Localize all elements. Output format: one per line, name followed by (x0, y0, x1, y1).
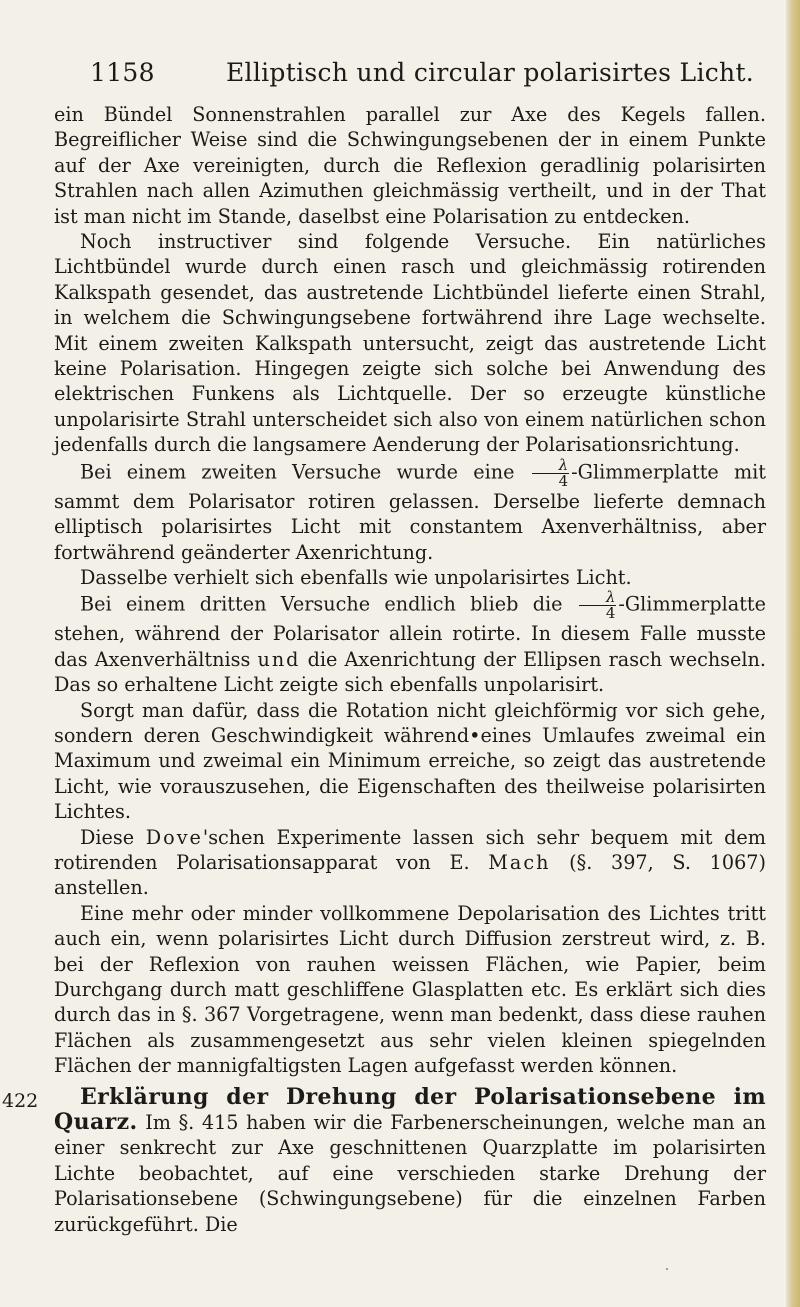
section-heading: Erklärung der Drehung der Polarisationsebene im Quarz. (54, 1083, 766, 1136)
section-number: 422 (2, 1089, 39, 1112)
paragraph-7-end: (§. 397, S. 1067) anstellen. (54, 850, 766, 900)
lambda-quarter-fraction-2 (579, 590, 617, 621)
paper-fleck (666, 1268, 668, 1270)
name-mach: Mach (488, 850, 551, 874)
name-dove: Dove (145, 825, 203, 849)
running-title: Elliptisch und circular polarisirtes Licht. (226, 58, 755, 87)
paragraph-7 (54, 825, 766, 901)
page-number: 1158 (90, 58, 155, 87)
lambda-quarter-fraction (532, 455, 570, 490)
page-edge (786, 0, 800, 1307)
paragraph-1: ein Bündel Sonnenstrahlen parallel zur Axe des Kegels fallen. Begreiflicher Weise sind die Schwingungsebenen der in einem Punkte auf der Axe vereinigten, durch die Reflexion geradlinig polarisirten Strahlen nach allen Azimuthen gleichmässig vertheilt, und in der That ist man nicht im Stande, daselbst eine Polarisation zu entdecken. (54, 103, 766, 228)
emphasis-und: und (257, 647, 301, 671)
paragraph-4: Dasselbe verhielt sich ebenfalls wie unpolarisirtes Licht. (80, 565, 632, 589)
paragraph-5-start: Bei einem dritten Versuche endlich blieb die (80, 592, 563, 616)
running-head (54, 58, 766, 102)
fraction-numerator: λ (579, 590, 617, 606)
body-text (2, 102, 766, 1237)
section-text: Im §. 415 haben wir die Farbenerscheinungen, welche man an einer senkrecht zur Axe geschnittenen Quarzplatte im polarisirten Lichte beobachtet, auf eine verschieden starke Drehung der Polarisationsebene (Schwingungsebene) für die einzelnen Farben zurückgeführt. Die (54, 1111, 766, 1236)
paragraph-8: Eine mehr oder minder vollkommene Depolarisation des Lichtes tritt auch ein, wenn polarisirtes Licht durch Diffusion zerstreut wird, z. B. bei der Reflexion von rauhen weissen Flächen, wie Papier, beim Durchgang durch matt geschliffene Glasplatten etc. Es erklärt sich dies durch das in §. 367 Vorgetragene, wenn man bedenkt, dass diese rauhen Flächen als zusammengesetzt aus sehr vielen kleinen spiegelnden Flächen der mannigfaltigsten Lagen aufgefasst werden können. (54, 901, 766, 1078)
paragraph-7-middle: 'schen Experimente lassen sich sehr bequem mit dem rotirenden Polarisationsapparat von E. (54, 825, 766, 874)
fraction-denominator: 4 (605, 604, 616, 623)
paragraph-3-start: Bei einem zweiten Versuche wurde eine (80, 460, 515, 484)
paragraph-5 (54, 590, 766, 697)
fraction-numerator: λ (532, 458, 570, 474)
book-page (2, 58, 766, 1237)
paragraph-2: Noch instructiver sind folgende Versuche. Ein natürliches Lichtbündel wurde durch einen rasch und gleichmässig rotirenden Kalkspath gesendet, das austretende Lichtbündel lieferte einen Strahl, in welchem die Schwingungsebene fortwährend ihre Lage wechselte. Mit einem zweiten Kalkspath untersucht, zeigt das austretende Licht keine Polarisation. Hingegen zeigte sich solche bei Anwendung des elektrischen Funkens als Lichtquelle. Der so erzeugte künstliche unpolarisirte Strahl unterscheidet sich also von einem natürlichen schon jedenfalls durch die langsamere Aenderung der Polarisationsrichtung. (54, 230, 766, 457)
paragraph-3 (54, 455, 766, 565)
paragraph-3-end: -Glimmerplatte mit sammt dem Polarisator rotiren gelassen. Derselbe lieferte demnach elliptisch polarisirtes Licht mit constantem Axenverhältniss, aber fortwährend geänderter Axenrichtung. (54, 460, 766, 564)
paragraph-5-end: die Axenrichtung der Ellipsen rasch wechseln. Das so erhaltene Licht zeigte sich ebenfalls unpolarisirt. (54, 647, 766, 697)
section-paragraph (54, 1085, 766, 1237)
paragraph-5-middle: -Glimmerplatte stehen, während der Polarisator allein rotirte. In diesem Falle musste das Axenverhältniss (54, 592, 766, 671)
paragraph-7-start: Diese (80, 825, 135, 849)
section-422 (2, 1083, 766, 1237)
paragraph-6: Sorgt man dafür, dass die Rotation nicht gleichförmig vor sich gehe, sondern deren Geschwindigkeit während•eines Umlaufes zweimal ein Maximum und zweimal ein Minimum erreiche, so zeigt das austretende Licht, wie vorauszusehen, die Eigenschaften des theilweise polarisirten Lichtes. (54, 698, 766, 824)
fraction-denominator: 4 (558, 471, 569, 490)
